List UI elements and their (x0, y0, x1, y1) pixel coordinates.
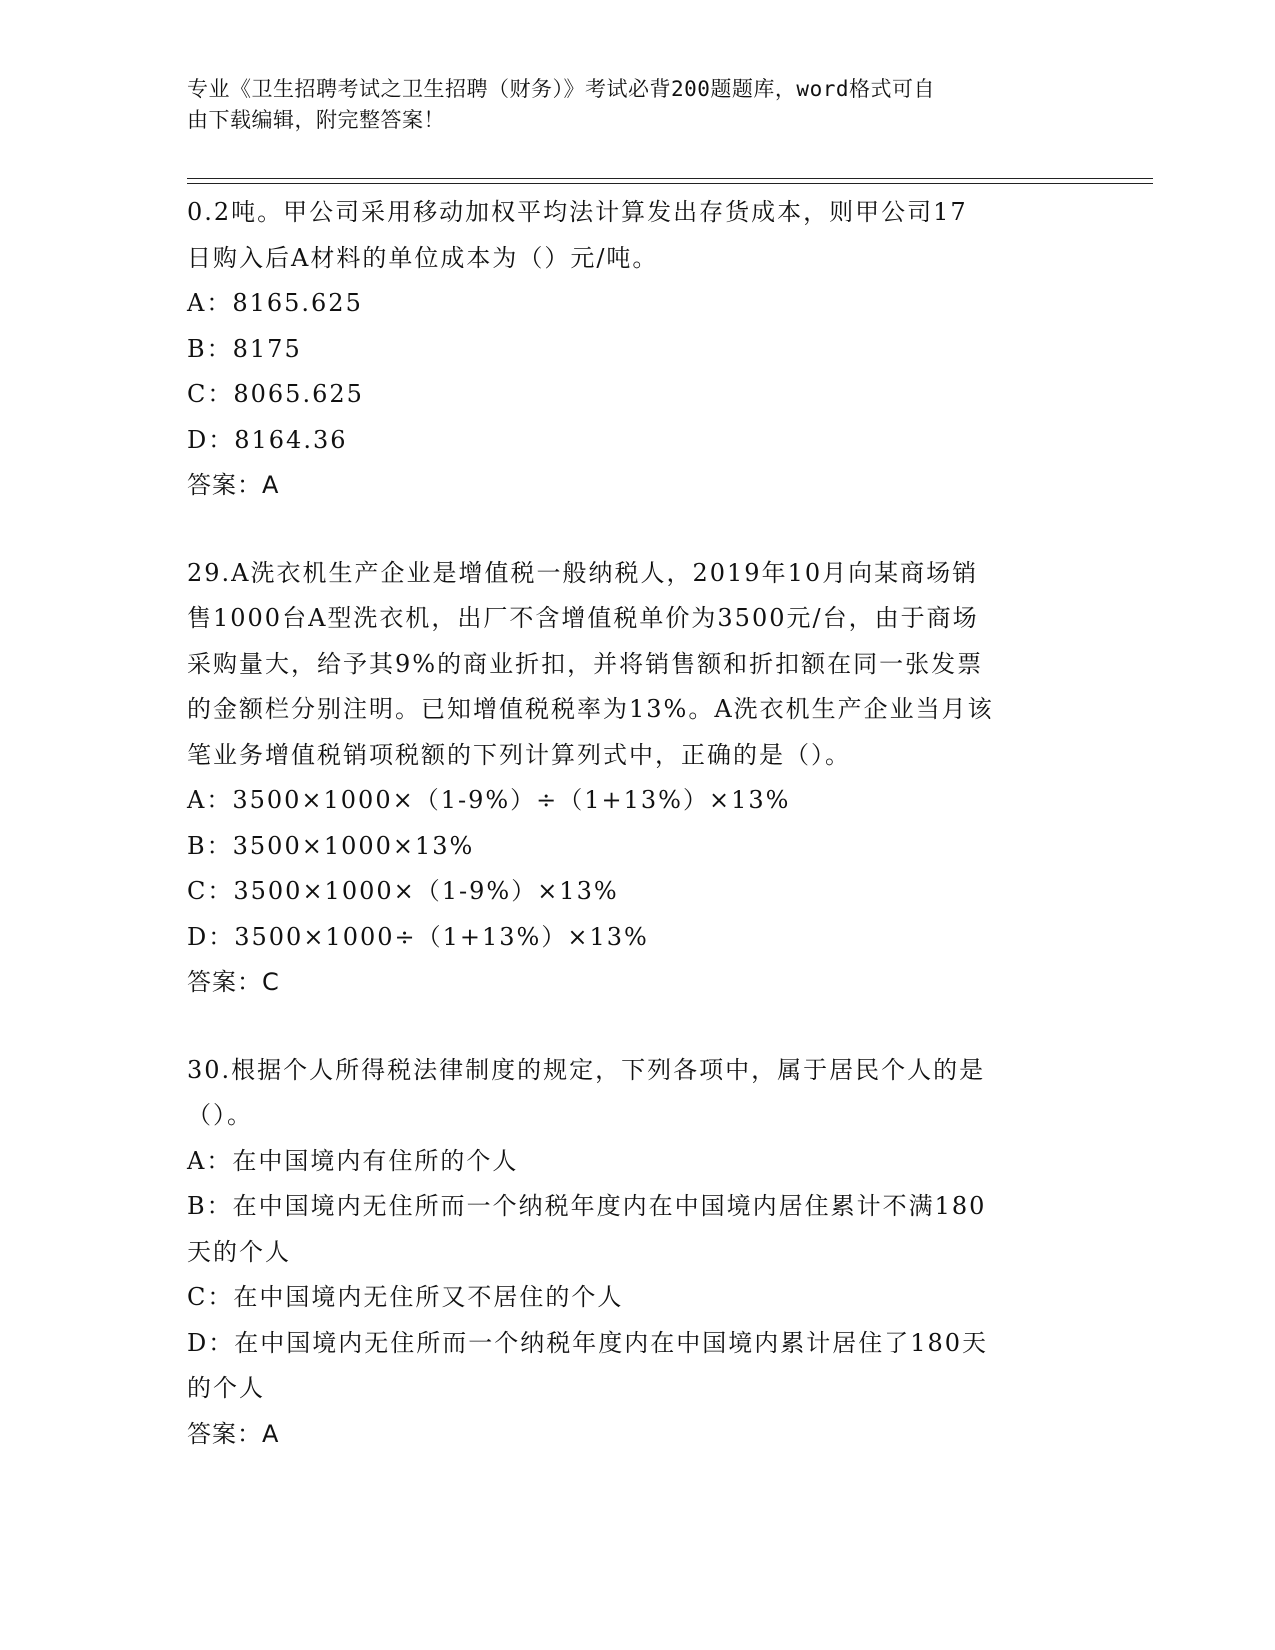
answer-label: 答案：A (187, 471, 280, 499)
question-stem-line: 的金额栏分别注明。已知增值税税率为13%。A洗衣机生产企业当月该 (187, 695, 994, 723)
question-stem-line: 采购量大，给予其9%的商业折扣，并将销售额和折扣额在同一张发票 (187, 649, 984, 678)
header-line-2: 由下载编辑，附完整答案！ (187, 108, 445, 132)
option-c: C：3500×1000×（1-9%）×13% (187, 877, 619, 905)
option-d: D：在中国境内无住所而一个纳税年度内在中国境内累计居住了180天 (187, 1328, 989, 1357)
option-c: C：在中国境内无住所又不居住的个人 (187, 1283, 624, 1311)
question-stem-line: 0.2吨。甲公司采用移动加权平均法计算发出存货成本，则甲公司17 (187, 198, 968, 226)
option-d-continued: 的个人 (187, 1374, 265, 1402)
header-line-1: 专业《卫生招聘考试之卫生招聘（财务）》考试必背200题题库，word格式可自 (187, 77, 935, 101)
option-a: A：3500×1000×（1-9%）÷（1+13%）×13% (187, 786, 791, 814)
option-c: C：8065.625 (187, 380, 364, 408)
question-stem-line: （）。 (187, 1101, 253, 1129)
question-spacer (187, 1006, 1077, 1048)
question-30 (187, 1048, 1077, 1458)
question-28 (187, 190, 1077, 509)
answer-label: 答案：A (187, 1419, 280, 1448)
option-b: B：8175 (187, 334, 302, 363)
option-a: A：在中国境内有住所的个人 (187, 1146, 519, 1175)
header-rule-top (187, 178, 1153, 179)
question-stem-line: 售1000台A型洗衣机，出厂不含增值税单价为3500元/台，由于商场 (187, 604, 979, 632)
header-rule-bottom (187, 183, 1153, 184)
question-stem-line: 29.A洗衣机生产企业是增值税一般纳税人，2019年10月向某商场销 (187, 558, 979, 587)
option-b: B：3500×1000×13% (187, 831, 475, 860)
question-content (187, 190, 1077, 1457)
answer-label: 答案：C (187, 968, 280, 996)
document-header (187, 74, 1067, 136)
question-spacer (187, 509, 1077, 551)
option-d: D：3500×1000÷（1+13%）×13% (187, 922, 649, 951)
question-stem-line: 日购入后A材料的单位成本为（）元/吨。 (187, 243, 659, 272)
option-b-continued: 天的个人 (187, 1237, 291, 1266)
option-a: A：8165.625 (187, 289, 363, 317)
question-stem-line: 笔业务增值税销项税额的下列计算列式中，正确的是（）。 (187, 740, 851, 769)
option-b: B：在中国境内无住所而一个纳税年度内在中国境内居住累计不满180 (187, 1192, 987, 1220)
option-d: D：8164.36 (187, 425, 348, 454)
question-stem-line: 30.根据个人所得税法律制度的规定，下列各项中，属于居民个人的是 (187, 1055, 986, 1084)
question-29 (187, 551, 1077, 1006)
